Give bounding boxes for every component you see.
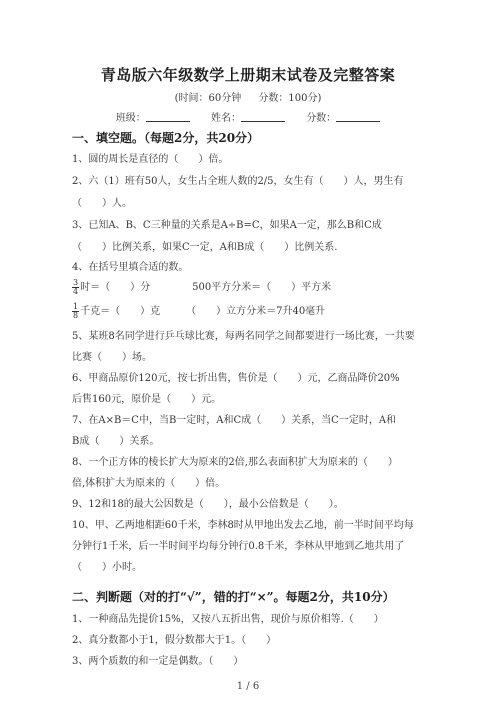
student-info-row: [0, 109, 496, 124]
class-label: 班级：: [115, 113, 146, 124]
question-7-line-1: 7、在A×B＝C中，当B一定时，A和C成（ ）关系，当C一定时，A和: [72, 415, 397, 426]
question-4-row-1: $\frac{3}{4}$ 时＝（ ）分 500平方分米＝（ ）平方米: [73, 278, 332, 296]
question-8-line-1: 8、一个正方体的棱长扩大为原来的2倍,那么表面积扩大为原来的（ ）: [72, 457, 398, 468]
question-10-line-2: 分钟行1千米，后一半时间平均每分钟行0.8千米，李林从甲地到乙地共用了: [72, 541, 405, 552]
question-7-line-2: B成（ ）关系。: [72, 436, 160, 447]
section-1-heading: 一、填空题。（每题2分，共20分）: [72, 131, 260, 145]
question-8-line-2: 倍,体积扩大为原来的（ ）倍。: [72, 478, 226, 489]
question-5-line-2: 比赛（ ）场。: [72, 352, 152, 363]
name-field: [211, 109, 285, 124]
question-9: 9、12和18的最大公因数是（ ），最小公倍数是（ ）。: [72, 499, 344, 510]
class-blank[interactable]: [146, 111, 190, 122]
question-1: 1、圆的周长是直径的（ ）倍。: [72, 154, 229, 165]
question-10-line-3: （ ）小时。: [72, 562, 142, 573]
name-blank[interactable]: [241, 111, 285, 122]
score-field: [306, 109, 380, 124]
judge-question-1: 1、一种商品先提价15%，又按八五折出售，现价与原价相等.（ ）: [72, 614, 384, 625]
question-2-line-1: 2、六（1）班有50人，女生占全班人数的2/5，女生有（ ）人，男生有: [72, 176, 404, 187]
score-label: 分数：: [306, 113, 337, 124]
section-2-heading: 二、判断题（对的打“√”，错的打“×”。每题2分，共10分）: [72, 590, 395, 604]
question-4-row-2: $\frac{1}{8}$ 千克＝（ ）克 （ ）立方分米＝7升40毫升: [73, 302, 326, 320]
name-label: 姓名：: [211, 113, 241, 124]
time-limit: (时间：60分钟: [174, 93, 242, 104]
question-10-line-1: 10、甲、乙两地相距60千米，李林8时从甲地出发去乙地，前一半时间平均每: [72, 520, 414, 531]
question-6-line-2: 后售160元，原价是（ ）元。: [72, 394, 222, 405]
question-2-line-2: （ ）人。: [72, 198, 132, 209]
class-field: [116, 109, 190, 124]
question-5-line-1: 5、某班8名同学进行乒乓球比赛，每两名同学之间都要进行一场比赛，一共要: [72, 331, 415, 342]
fraction-three-quarters: $\frac{3}{4}$: [73, 278, 79, 296]
question-3-line-1: 3、已知A、B、C三种量的关系是A÷B=C，如果A一定，那么B和C成: [72, 220, 382, 231]
fraction-one-eighth: $\frac{1}{8}$: [73, 302, 79, 320]
judge-question-2: 2、真分数都小于1，假分数都大于1。（ ）: [72, 635, 277, 646]
question-6-line-1: 6、甲商品原价120元，按七折出售，售价是（ ）元，乙商品降价20%: [72, 373, 400, 384]
exam-meta: [0, 89, 496, 104]
total-score: 分数：100分): [258, 93, 322, 104]
score-blank[interactable]: [336, 111, 380, 122]
page-number: 1 / 6: [236, 681, 260, 692]
question-3-line-2: （ ）比例关系，如果C一定，A和B成（ ）比例关系.: [72, 242, 338, 253]
question-4: 4、在括号里填合适的数。: [72, 262, 189, 273]
judge-question-3: 3、两个质数的和一定是偶数。（ ）: [72, 656, 244, 667]
document-title: 青岛版六年级数学上册期末试卷及完整答案: [100, 66, 396, 84]
